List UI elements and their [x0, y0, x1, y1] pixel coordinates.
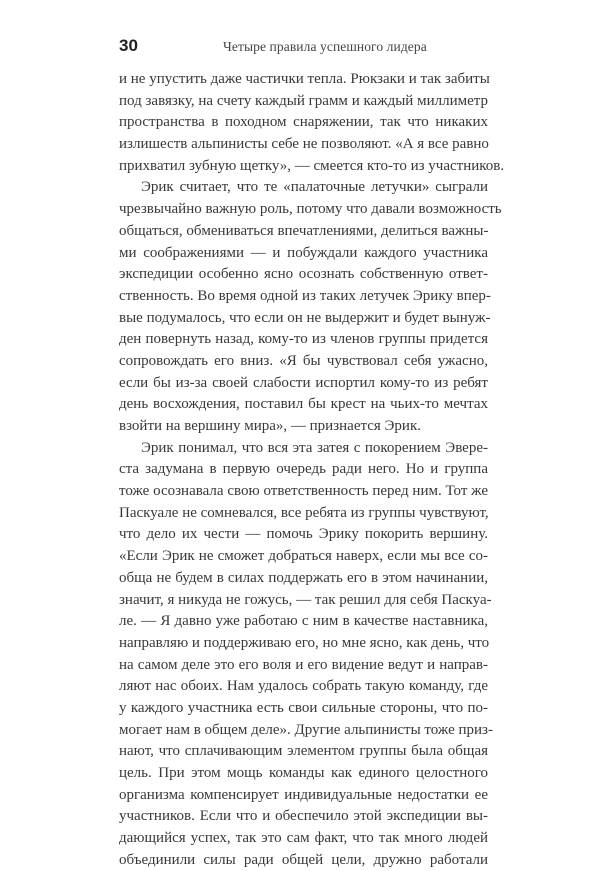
- text-line: Паскуале не сомневался, все ребята из группы чувствуют,: [119, 504, 489, 521]
- text-line: ста задумана в первую очередь ради него. Но и группа: [119, 461, 488, 478]
- text-line: ственность. Во время одной из таких летучек Эрику впер-: [119, 287, 491, 304]
- text-line: дающийся успех, так это сам факт, что так много людей: [119, 830, 488, 847]
- text-line: чрезвычайно важную роль, потому что давали возможность: [119, 201, 502, 218]
- text-line: на самом деле это его воля и его видение ведут и направ-: [119, 656, 488, 673]
- text-line: ми соображениями — и побуждали каждого участника: [119, 244, 488, 261]
- text-line: у каждого участника есть свои сильные стороны, что по-: [119, 699, 488, 716]
- text-line: цель. При этом мощь команды как единого целостного: [119, 765, 488, 781]
- text-line: ляют нас обоих. Нам удалось собрать такую команду, где: [119, 678, 488, 695]
- text-line: общаться, обмениваться впечатлениями, делиться важны-: [119, 222, 489, 239]
- text-line: и не упустить даже частички тепла. Рюкзаки и так забиты: [119, 71, 490, 87]
- text-line: пространства в походном снаряжении, так что никаких: [119, 114, 488, 131]
- text-line: нают, что сплачивающим элементом группы была общая: [119, 743, 488, 760]
- text-line: тоже осознавала свою ответственность перед ним. Тот же: [119, 483, 488, 500]
- text-line: ден повернуть назад, кому-то из членов группы придется: [119, 331, 488, 348]
- page-number: 30: [119, 36, 138, 55]
- text-line: участников. Если что и обеспечило этой экспедиции вы-: [119, 808, 488, 825]
- text-line: объединили силы ради общей цели, дружно работали: [119, 851, 488, 868]
- text-line: сопровождать его вниз. «Я бы чувствовал себя ужасно,: [119, 352, 488, 369]
- body-text: [119, 69, 505, 871]
- text-line: значит, я никуда не гожусь, — так решил для себя Паскуа-: [119, 591, 492, 608]
- text-line: что дело их чести — помочь Эрику покорить вершину.: [119, 526, 488, 543]
- paragraph-first-line: Эрик считает, что те «палаточные летучки» сыграли: [141, 179, 488, 196]
- text-line: обща не будем в силах поддержать его в этом начинании,: [119, 569, 488, 586]
- text-line: день восхождения, поставил бы крест на чьих-то мечтах: [119, 396, 488, 413]
- text-line: взойти на вершину мира», — признается Эрик.: [119, 418, 421, 434]
- text-line: ле. — Я давно уже работаю с ним в качестве наставника,: [119, 613, 488, 630]
- text-line: экспедиции особенно ясно осознать собственную ответ-: [119, 266, 488, 283]
- paragraph-first-line: Эрик понимал, что вся эта затея с покорением Эвере-: [141, 439, 488, 456]
- running-title: Четыре правила успешного лидера: [223, 39, 427, 54]
- text-line: излишеств альпинисты себе не позволяют. «А я все равно: [119, 136, 489, 153]
- text-line: прихватил зубную щетку», — смеется кто-то из участников.: [119, 157, 505, 174]
- text-line: организма компенсирует индивидуальные недостатки ее: [119, 786, 488, 803]
- text-line: если бы из-за своей слабости испортил кому-то из ребят: [119, 374, 488, 391]
- text-line: вые подумалось, что если он не выдержит и будет вынуж-: [119, 309, 491, 326]
- text-line: «Если Эрик не сможет добраться наверх, если мы все со-: [119, 548, 488, 565]
- text-line: могает нам в общем деле». Другие альпинисты тоже приз-: [119, 721, 493, 738]
- text-line: направляю и поддерживаю его, но мне ясно, как день, что: [119, 634, 490, 651]
- text-line: под завязку, на счету каждый грамм и каждый миллиметр: [119, 92, 488, 109]
- page-header: [119, 36, 489, 60]
